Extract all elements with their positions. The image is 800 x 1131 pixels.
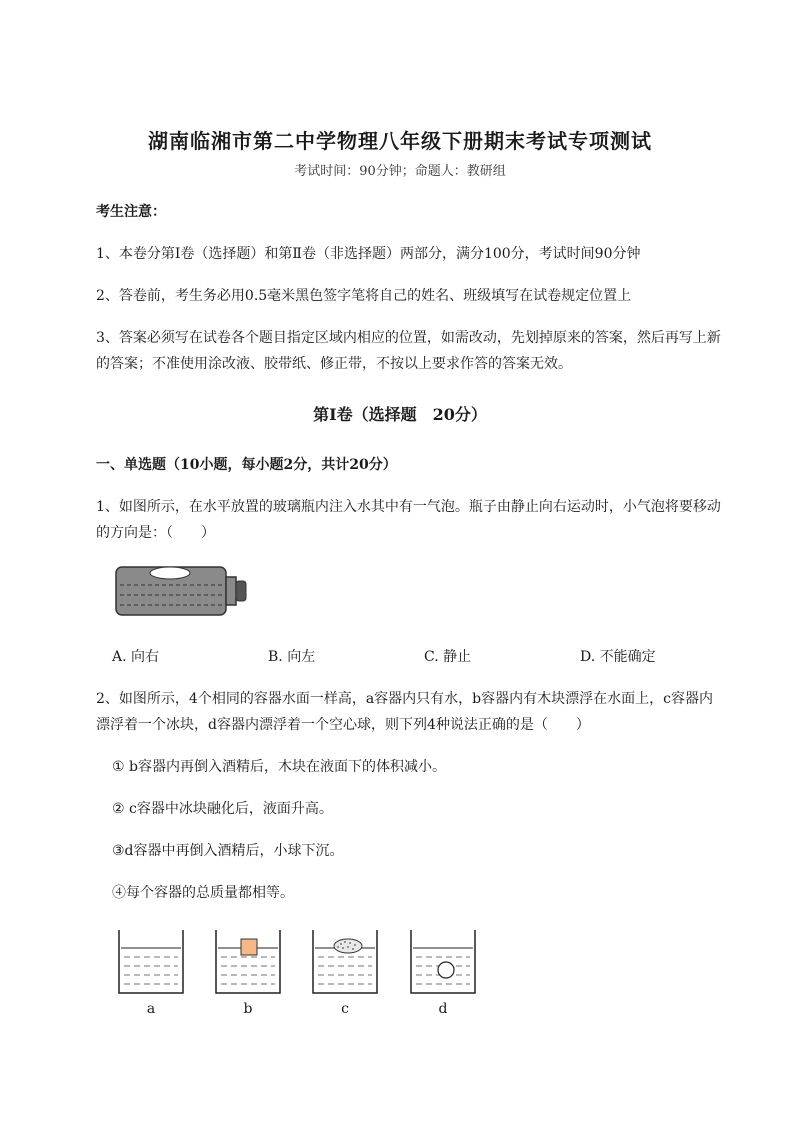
- notice-heading: 考生注意：: [96, 204, 166, 220]
- q1-option-d: D. 不能确定: [580, 649, 656, 665]
- q2-stem-cont: 漂浮着一个冰块，d容器内漂浮着一个空心球，则下列4种说法正确的是（ ）: [96, 717, 590, 733]
- page-title: 湖南临湘市第二中学物理八年级下册期末考试专项测试: [148, 129, 652, 153]
- q1-option-b: B. 向左: [268, 649, 316, 665]
- exam-info: 考试时间：90分钟；命题人：教研组: [294, 164, 506, 179]
- notice-item-1: 1、本卷分第I卷（选择题）和第Ⅱ卷（非选择题）两部分，满分100分，考试时间90分钟: [96, 246, 641, 262]
- container-d: [408, 930, 478, 996]
- q2-statement-4: ④每个容器的总质量都相等。: [112, 885, 294, 901]
- q2-statement-3: ③d容器中再倒入酒精后，小球下沉。: [112, 843, 344, 859]
- label-d: d: [438, 1001, 448, 1017]
- q1-stem: 1、如图所示，在水平放置的玻璃瓶内注入水其中有一气泡。瓶子由静止向右运动时，小气泡将要移动: [96, 499, 721, 515]
- container-a: [116, 930, 186, 996]
- q2-statement-2: ② c容器中冰块融化后，液面升高。: [112, 801, 333, 817]
- notice-item-3-cont: 的答案；不准使用涂改液、胶带纸、修正带，不按以上要求作答的答案无效。: [96, 356, 572, 372]
- q1-option-a: A. 向右: [112, 649, 160, 665]
- label-a: a: [146, 1001, 156, 1017]
- label-c: c: [341, 1001, 349, 1017]
- q1-stem-cont: 的方向是：（ ）: [96, 525, 215, 541]
- container-c: [310, 930, 380, 996]
- q1-option-c: C. 静止: [424, 649, 472, 665]
- wood-block: [241, 939, 257, 955]
- ice-block: [334, 939, 362, 953]
- hollow-ball: [438, 962, 454, 978]
- section-title: 第I卷（选择题 20分）: [313, 405, 487, 424]
- notice-item-2: 2、答卷前，考生务必用0.5毫米黑色签字笔将自己的姓名、班级填写在试卷规定位置上: [96, 288, 632, 304]
- q2-statement-1: ① b容器内再倒入酒精后，木块在液面下的体积减小。: [112, 759, 446, 775]
- container-b: [213, 930, 283, 996]
- label-b: b: [243, 1001, 253, 1017]
- q2-stem: 2、如图所示，4个相同的容器水面一样高，a容器内只有水，b容器内有木块漂浮在水面上，c容器内: [96, 691, 713, 707]
- notice-item-3: 3、答案必须写在试卷各个题目指定区域内相应的位置，如需改动，先划掉原来的答案，然后再写上新: [96, 330, 721, 346]
- part-heading: 一、单选题（10小题，每小题2分，共计20分）: [96, 457, 397, 473]
- air-bubble: [150, 567, 190, 579]
- bottle-figure: [112, 563, 252, 619]
